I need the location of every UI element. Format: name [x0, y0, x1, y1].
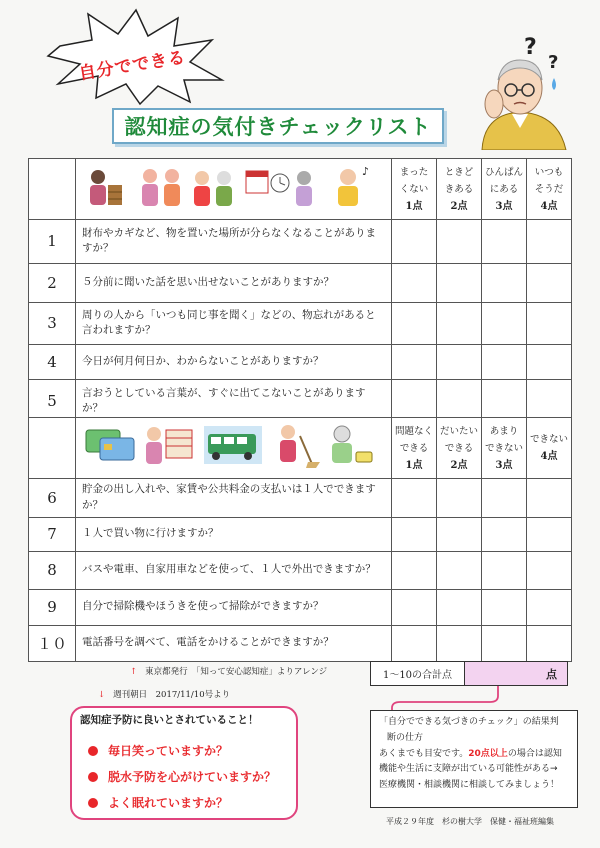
table-row: [29, 344, 572, 379]
prevention-tips-box: [70, 706, 298, 820]
thinking-elder-illustration: [462, 32, 582, 150]
header-illustrations: [76, 418, 392, 479]
score-cell[interactable]: [527, 344, 572, 379]
score-cell[interactable]: [482, 263, 527, 302]
bullet-dot-icon: [88, 798, 98, 808]
burst-text: 自分でできる: [77, 47, 188, 85]
score-header: 問題なく できる 1点: [392, 418, 437, 479]
score-cell[interactable]: [482, 625, 527, 661]
page-title: 認知症の気付きチェックリスト: [124, 115, 432, 139]
score-cell[interactable]: [527, 625, 572, 661]
score-header: できない 4点: [527, 418, 572, 479]
bank-card-icon: [86, 430, 134, 460]
table-row: [29, 478, 572, 517]
score-cell[interactable]: [527, 478, 572, 517]
score-cell[interactable]: [527, 517, 572, 551]
question-number: 1: [29, 219, 76, 263]
score-cell[interactable]: [527, 302, 572, 344]
tips-heading: 認知症予防に良いとされていること！: [80, 714, 259, 726]
score-header: あまり できない 3点: [482, 418, 527, 479]
question-text: バスや電車、自家用車などを使って、１人で外出できますか？: [76, 551, 392, 589]
tip-item: 脱水予防を心がけていますか？: [88, 768, 276, 785]
question-number: 3: [29, 302, 76, 344]
score-cell[interactable]: [527, 551, 572, 589]
sweeping-person-icon: [280, 425, 320, 468]
down-arrow-icon: ↓: [98, 690, 106, 700]
chatting-women-icon: [142, 169, 180, 206]
score-header: だいたい できる 2点: [437, 418, 482, 479]
question-number: 9: [29, 589, 76, 625]
svg-text:♪: ♪: [362, 165, 370, 178]
score-cell[interactable]: [527, 263, 572, 302]
up-arrow-icon: ↑: [130, 667, 138, 677]
score-cell[interactable]: [437, 625, 482, 661]
score-cell[interactable]: [437, 589, 482, 625]
score-cell[interactable]: [482, 551, 527, 589]
score-cell[interactable]: [482, 302, 527, 344]
bullet-dot-icon: [88, 746, 98, 756]
total-score-field[interactable]: 点: [465, 662, 567, 685]
score-cell[interactable]: [482, 517, 527, 551]
table-header-row: [29, 418, 572, 479]
score-cell[interactable]: [437, 478, 482, 517]
score-header: まった くない 1点: [392, 159, 437, 220]
score-cell[interactable]: [437, 302, 482, 344]
total-score-box: [370, 661, 568, 686]
table-row: [29, 219, 572, 263]
table-row: [29, 517, 572, 551]
score-cell[interactable]: [482, 478, 527, 517]
elderly-couple-icon: [194, 171, 232, 206]
question-text: 貯金の出し入れや、家賃や公共料金の支払いは１人でできますか？: [76, 478, 392, 517]
score-cell[interactable]: [392, 625, 437, 661]
score-cell[interactable]: [392, 219, 437, 263]
question-number: 6: [29, 478, 76, 517]
question-number: １０: [29, 625, 76, 661]
question-number: 7: [29, 517, 76, 551]
forgetfulness-illustrations: [80, 161, 380, 211]
score-header: ひんぱん にある 3点: [482, 159, 527, 220]
question-text: 財布やカギなど、物を置いた場所が分らなくなることがありますか？: [76, 219, 392, 263]
header-illustrations: [76, 159, 392, 220]
bullet-dot-icon: [88, 772, 98, 782]
score-cell[interactable]: [482, 344, 527, 379]
question-number: 5: [29, 379, 76, 423]
score-header: いつも そうだ 4点: [527, 159, 572, 220]
daily-activity-illustrations: [80, 420, 380, 470]
question-text: １人で買い物に行けますか？: [76, 517, 392, 551]
score-cell[interactable]: [392, 589, 437, 625]
table-row: [29, 302, 572, 344]
table-row: [29, 263, 572, 302]
score-cell[interactable]: [437, 219, 482, 263]
score-cell[interactable]: [437, 517, 482, 551]
question-text: 自分で掃除機やほうきを使って掃除ができますか？: [76, 589, 392, 625]
score-cell[interactable]: [437, 263, 482, 302]
question-text: 電話番号を調べて、電話をかけることができますか？: [76, 625, 392, 661]
score-cell[interactable]: [527, 589, 572, 625]
score-cell[interactable]: [392, 263, 437, 302]
table-row: [29, 625, 572, 661]
title-box: [112, 108, 444, 144]
score-cell[interactable]: [437, 344, 482, 379]
score-cell[interactable]: [527, 219, 572, 263]
question-text: 今日が何月何日か、わからないことがありますか？: [76, 344, 392, 379]
checklist-table-memory: [28, 158, 572, 424]
shopping-person-icon: [146, 427, 192, 464]
result-judgement-box: 「自分でできる気づきのチェック」の結果判 断の仕方 あくまでも目安です。20点以上の場合は認知 機能や生活に支障が出ている可能性がある→ 医療機関・相談機関に相談してみましょう！: [370, 710, 578, 808]
footer-credit: 平成２９年度 杉の樹大学 保健・福祉班編集: [386, 817, 554, 826]
searching-person-icon: [90, 170, 122, 205]
score-cell[interactable]: [392, 478, 437, 517]
tip-item: よく眠れていますか？: [88, 794, 228, 811]
question-number: 4: [29, 344, 76, 379]
confused-man-icon: [338, 165, 369, 206]
table-header-row: [29, 159, 572, 220]
total-score-label: 1～10の合計点: [371, 662, 465, 685]
score-cell[interactable]: [392, 344, 437, 379]
score-cell[interactable]: [392, 551, 437, 589]
score-header: ときど きある 2点: [437, 159, 482, 220]
question-text: ５分前に聞いた話を思い出せないことがありますか？: [76, 263, 392, 302]
calendar-icon: [246, 171, 312, 206]
score-cell[interactable]: [482, 219, 527, 263]
question-mark-icon: ?: [524, 35, 537, 60]
checklist-table-daily-living: [28, 417, 572, 662]
table-row: [29, 589, 572, 625]
question-text: 周りの人から「いつも同じ事を聞く」などの、物忘れがあると言われますか？: [76, 302, 392, 344]
question-text: 言おうとしている言葉が、すぐに出てこないことがありますか？: [76, 379, 392, 423]
tip-item: 毎日笑っていますか？: [88, 742, 228, 759]
question-number: 8: [29, 551, 76, 589]
question-number: 2: [29, 263, 76, 302]
score-cell[interactable]: [392, 302, 437, 344]
phone-call-person-icon: [332, 426, 372, 463]
score-cell[interactable]: [437, 551, 482, 589]
question-mark-icon: ?: [548, 52, 559, 73]
weekly-note: ↓ 週刊朝日 2017/11/10号より: [98, 690, 231, 700]
score-cell[interactable]: [482, 589, 527, 625]
bus-icon: [204, 426, 262, 464]
table-row: [29, 551, 572, 589]
source-note: ↑ 東京都発行 「知って安心認知症」よりアレンジ: [130, 667, 328, 677]
score-cell[interactable]: [392, 517, 437, 551]
